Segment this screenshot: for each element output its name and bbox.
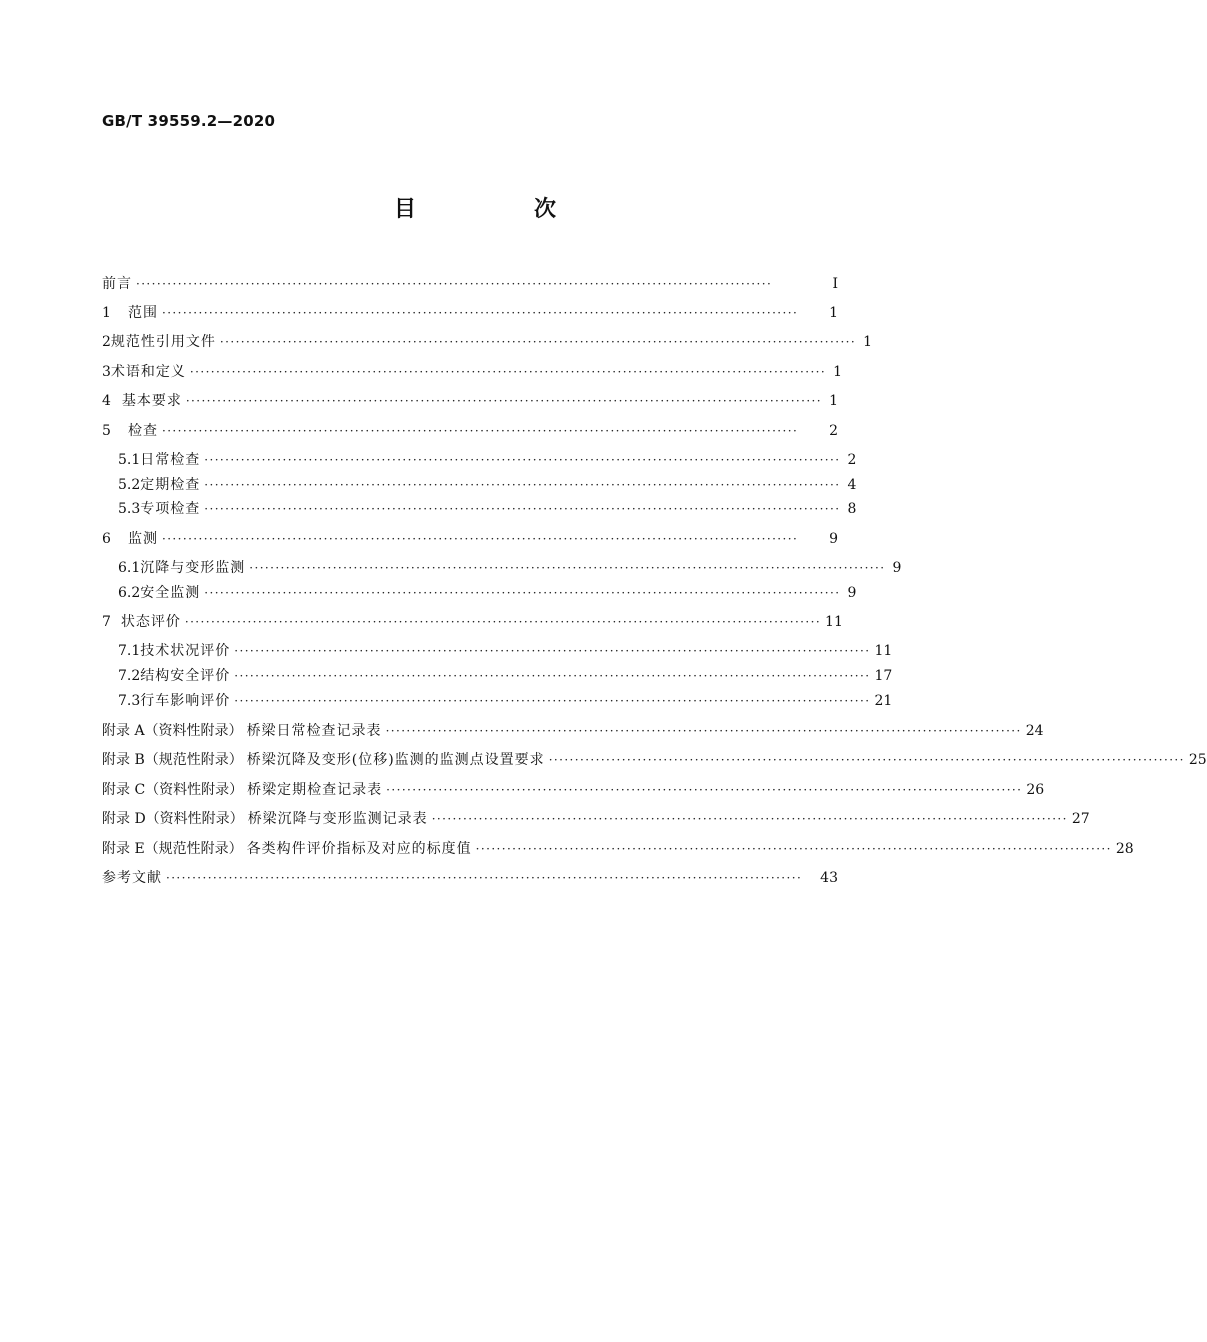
toc-label: 日常检查 [140,452,201,468]
toc-leader: ·························································································································· [475,842,1112,856]
toc-number: 附录 D（资料性附录） [102,811,244,827]
toc-entry-3[interactable] [102,362,843,382]
toc-number: 7.2 [118,668,141,684]
toc-label: 专项检查 [140,501,201,517]
toc-page: 43 [820,870,838,886]
toc-entry-1[interactable] [102,303,838,323]
toc-entry-foreword[interactable] [102,274,838,294]
toc-number: 2 [102,334,111,350]
toc-number: 4 [102,393,111,409]
toc-leader: ·························································································································· [234,644,871,658]
toc-label: 桥梁定期检查记录表 [247,782,383,798]
toc-entry-2[interactable] [102,332,873,352]
toc-label: 沉降与变形监测 [140,560,246,576]
toc-number: 5 [102,423,111,439]
toc-leader: ·························································································································· [162,424,799,438]
toc-entry-4[interactable] [102,391,838,411]
toc-page: 21 [874,693,893,709]
toc-leader: ·························································································································· [185,394,822,408]
toc-number: 7.3 [118,693,141,709]
toc-label: 监测 [128,531,158,547]
toc-page: 27 [1071,811,1090,827]
toc-leader: ·························································································································· [234,669,871,683]
toc-label: 检查 [128,423,158,439]
toc-leader: ·························································································································· [184,615,822,629]
toc-label: 桥梁沉降与变形监测记录表 [247,811,428,827]
toc-page: 1 [829,393,838,409]
toc-page: 2 [829,423,838,439]
toc-leader: ·························································································································· [204,502,841,516]
toc-label: 各类构件评价指标及对应的标度值 [246,841,472,857]
toc-entry-appendix-c[interactable] [102,780,1045,800]
toc-label: 术语和定义 [110,364,186,380]
toc-leader: ·························································································································· [204,478,841,492]
toc-page: 11 [825,614,843,630]
toc-number: 1 [102,305,111,321]
toc-leader: ·························································································································· [249,561,886,575]
toc-label: 基本要求 [121,393,182,409]
toc-entry-5[interactable] [102,421,838,441]
toc-page: 1 [863,334,873,350]
toc-leader: ·························································································································· [204,453,841,467]
toc-leader: ·························································································································· [548,753,1185,767]
toc-leader: ·························································································································· [136,277,773,291]
toc-leader: ·························································································································· [204,586,841,600]
toc-number: 附录 A（资料性附录） [102,723,243,739]
toc-label: 状态评价 [120,614,181,630]
toc-leader: ·························································································································· [385,724,1022,738]
toc-number: 附录 E（规范性附录） [102,841,243,857]
toc-page: 1 [833,364,843,380]
toc-label: 范围 [128,305,158,321]
toc-page: 9 [892,560,902,576]
toc-page: 28 [1115,841,1134,857]
toc-entry-appendix-d[interactable] [102,809,1090,829]
toc-label: 桥梁沉降及变形(位移)监测的监测点设置要求 [246,752,545,768]
toc-label: 行车影响评价 [140,693,231,709]
toc-entry-5-3[interactable] [118,499,857,519]
toc-number: 3 [102,364,111,380]
toc-leader: ·························································································································· [386,783,1023,797]
toc-label: 技术状况评价 [140,643,231,659]
toc-number: 附录 C（资料性附录） [102,782,244,798]
toc-number: 5.1 [118,452,141,468]
toc-entry-6-1[interactable] [118,558,902,578]
toc-number: 6.1 [118,560,141,576]
toc-page: 11 [874,643,893,659]
toc-entry-appendix-a[interactable] [102,721,1044,741]
toc-entry-references[interactable] [102,868,838,888]
toc-page: 26 [1026,782,1045,798]
toc-entry-5-2[interactable] [118,475,857,495]
toc-label: 安全监测 [140,585,201,601]
toc-number: 7 [102,614,111,630]
toc-entry-7[interactable] [102,612,843,632]
toc-leader: ·························································································································· [162,306,799,320]
standard-code: GB/T 39559.2—2020 [102,112,276,130]
toc-page: 1 [829,305,838,321]
toc-label: 桥梁日常检查记录表 [246,723,382,739]
toc-label: 规范性引用文件 [110,334,216,350]
toc-number: 7.1 [118,643,141,659]
toc-page: 4 [847,477,857,493]
toc-page: 25 [1188,752,1207,768]
toc-number: 附录 B（规范性附录） [102,752,243,768]
toc-page: 8 [847,501,857,517]
toc-leader: ·························································································································· [166,871,803,885]
toc-page: 2 [847,452,857,468]
toc-number: 5.3 [118,501,141,517]
toc-entry-7-3[interactable] [118,691,893,711]
toc-entry-5-1[interactable] [118,450,857,470]
toc-entry-appendix-e[interactable] [102,839,1134,859]
toc-entry-6[interactable] [102,529,838,549]
toc-number: 6 [102,531,111,547]
toc-label: 前言 [102,276,132,292]
toc-number: 6.2 [118,585,141,601]
toc-leader: ·························································································································· [219,335,857,349]
toc-leader: ·························································································································· [234,694,871,708]
toc-page: Ⅰ [832,276,838,292]
toc-label: 结构安全评价 [140,668,231,684]
toc-label: 定期检查 [140,477,201,493]
toc-entry-7-1[interactable] [118,641,893,661]
toc-entry-appendix-b[interactable] [102,750,1207,770]
toc-page: 9 [847,585,857,601]
toc-entry-6-2[interactable] [118,583,857,603]
toc-page: 24 [1025,723,1044,739]
toc-number: 5.2 [118,477,141,493]
toc-leader: ·························································································································· [162,532,799,546]
toc-leader: ·························································································································· [431,812,1068,826]
toc-page: 17 [874,668,893,684]
toc-entry-7-2[interactable] [118,666,893,686]
toc-page: 9 [829,531,838,547]
page-title: 目 次 [393,197,604,222]
toc-leader: ·························································································································· [189,365,827,379]
toc-label: 参考文献 [102,870,162,886]
